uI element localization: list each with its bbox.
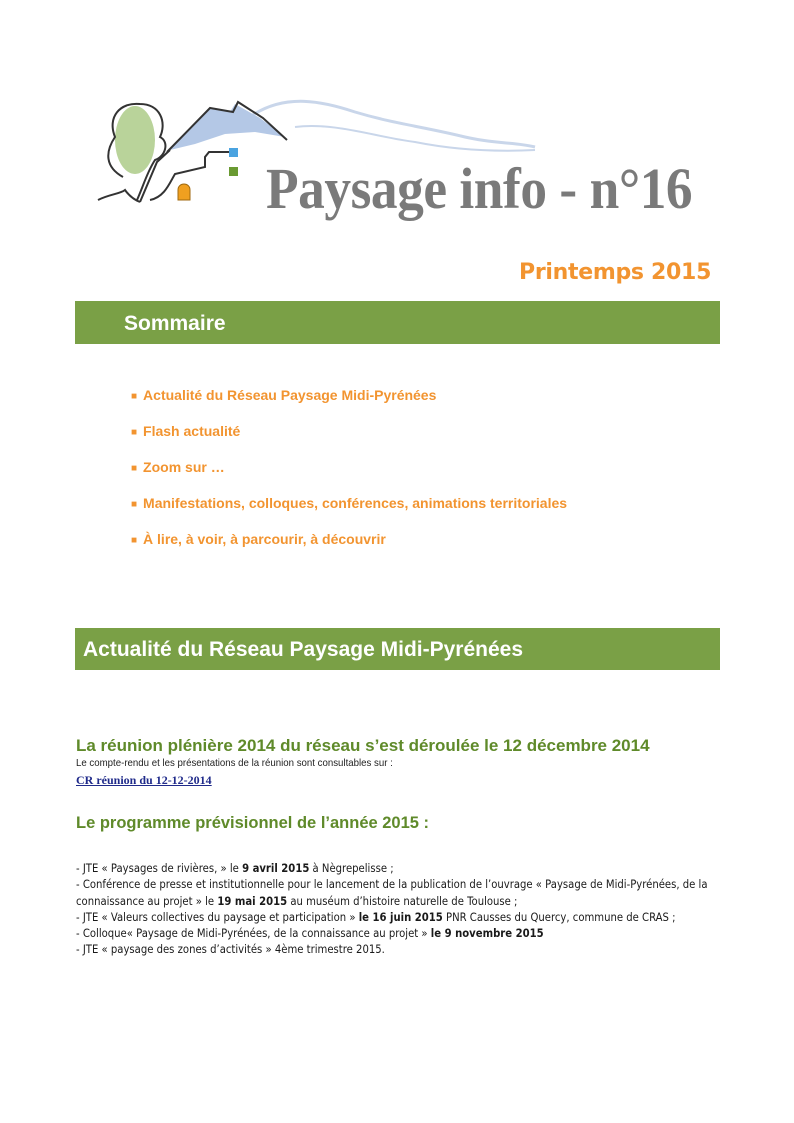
sommaire-banner [75,301,720,344]
programme-item: - JTE « Paysages de rivières, » le 9 avril 2015 à Nègrepelisse ; [76,862,394,875]
programme-list [76,861,708,959]
summary-item-flash[interactable]: ■ Flash actualité [131,423,241,439]
square-bullet-icon: ■ [131,499,138,510]
summary-item-manifestations[interactable]: ■ Manifestations, colloques, conférences, animations territoriales [131,495,568,511]
actualite-banner [75,628,720,670]
square-bullet-icon: ■ [131,535,138,546]
summary-item-a-lire[interactable]: ■ À lire, à voir, à parcourir, à découvrir [131,531,386,547]
summary-item-zoom[interactable]: ■ Zoom sur … [131,459,225,475]
cr-reunion-link[interactable]: CR réunion du 12-12-2014 [76,773,212,787]
tree-shape [115,106,155,174]
newsletter-title: Paysage info - n°16 [266,156,693,221]
programme-item: - Conférence de presse et institutionnelle pour le lancement de la publication de l’ouvrage « Paysage de Midi-Pyrénées, de la connaissance au projet » le 19 mai 2015 au muséum d’histoire naturelle de Toulouse ; [76,878,708,908]
actualite-heading: Actualité du Réseau Paysage Midi-Pyrénées [83,638,524,661]
programme-heading: Le programme prévisionnel de l’année 2015 : [76,814,430,832]
distant-hills [250,101,535,147]
programme-item: - Colloque« Paysage de Midi-Pyrénées, de la connaissance au projet » le 9 novembre 2015 [76,927,544,941]
issue-season: Printemps 2015 [519,260,712,285]
door-icon [178,184,190,200]
square-bullet-icon: ■ [131,463,138,474]
programme-item: - JTE « paysage des zones d’activités » 4ème trimestre 2015. [76,943,385,957]
reunion-heading: La réunion plénière 2014 du réseau s’est déroulée le 12 décembre 2014 [76,736,650,755]
square-bullet-icon: ■ [131,427,138,438]
blue-square-icon [229,148,238,157]
summary-list [131,387,567,567]
reunion-text: Le compte-rendu et les présentations de la réunion sont consultables sur : [76,757,393,769]
green-square-icon [229,167,238,176]
programme-item: - JTE « Valeurs collectives du paysage et participation » le 16 juin 2015 PNR Causses du Quercy, commune de CRAS ; [76,910,676,924]
sommaire-heading: Sommaire [124,312,226,335]
summary-item-actualite[interactable]: ■ Actualité du Réseau Paysage Midi-Pyrénées [131,387,437,403]
square-bullet-icon: ■ [131,391,138,402]
